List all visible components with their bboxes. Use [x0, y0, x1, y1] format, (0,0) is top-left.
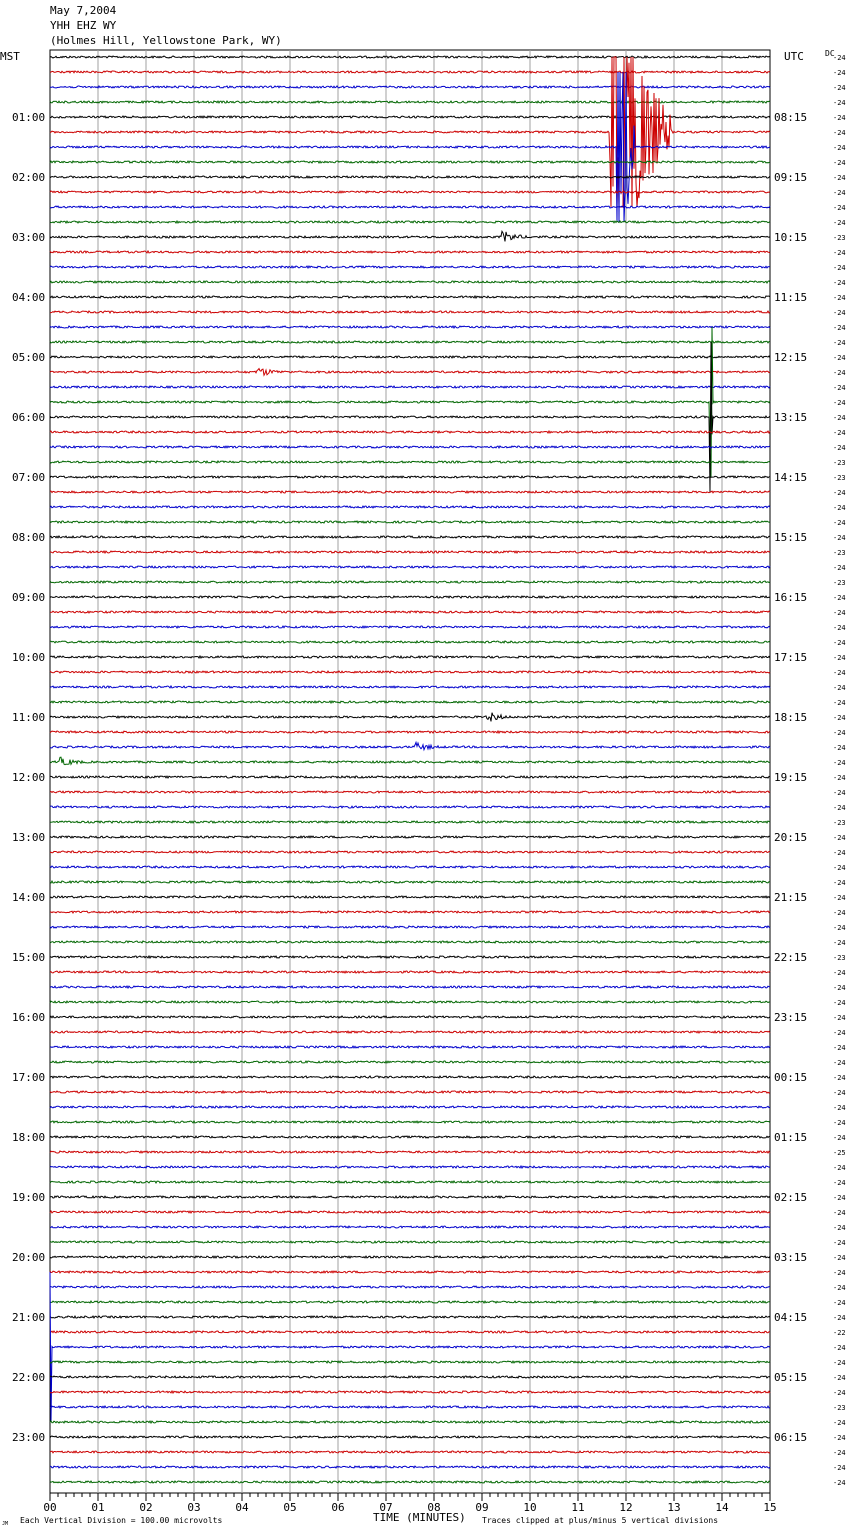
dc-offset-label: -24 — [833, 489, 846, 497]
trace-row — [50, 266, 770, 268]
dc-offset-label: -24 — [833, 219, 846, 227]
trace-row — [50, 176, 770, 178]
trace-row — [50, 221, 770, 223]
trace-row — [50, 161, 770, 163]
x-axis-title: TIME (MINUTES) — [373, 1511, 466, 1524]
trace-row — [50, 757, 770, 765]
x-tick-label: 06 — [331, 1501, 345, 1514]
dc-offset-label: -24 — [833, 624, 846, 632]
dc-offset-label: -24 — [833, 54, 846, 62]
trace-row — [50, 461, 770, 463]
dc-offset-label: -24 — [833, 1224, 846, 1232]
dc-offset-label: -24 — [833, 1284, 846, 1292]
mst-hour-label: 05:00 — [12, 351, 46, 364]
mst-hour-label: 14:00 — [12, 891, 46, 904]
trace-row — [50, 72, 770, 222]
trace-row — [50, 911, 770, 913]
trace-row — [50, 311, 770, 313]
trace-row — [50, 1001, 770, 1003]
dc-offset-label: -23 — [833, 819, 846, 827]
trace-row — [50, 1361, 770, 1363]
dc-offset-label: -24 — [833, 504, 846, 512]
dc-offset-label: -24 — [833, 1134, 846, 1142]
mst-axis-title: MST — [0, 50, 20, 63]
utc-hour-label: 12:15 — [774, 351, 808, 364]
x-tick-label: 13 — [667, 1501, 681, 1514]
trace-row — [50, 836, 770, 838]
dc-offset-label: -24 — [833, 594, 846, 602]
trace-row — [50, 1466, 770, 1468]
dc-offset-label: -24 — [833, 399, 846, 407]
dc-offset-label: -24 — [833, 609, 846, 617]
x-tick-label: 01 — [91, 1501, 105, 1514]
dc-offset-label: -24 — [833, 174, 846, 182]
utc-hour-label: 09:15 — [774, 171, 808, 184]
trace-row — [50, 701, 770, 703]
dc-offset-label: -24 — [833, 324, 846, 332]
mst-hour-label: 04:00 — [12, 291, 46, 304]
trace-row — [50, 476, 770, 478]
trace-row — [50, 1331, 770, 1333]
mst-hour-label: 09:00 — [12, 591, 46, 604]
x-tick-label: 04 — [235, 1501, 249, 1514]
trace-row — [50, 369, 770, 376]
trace-row — [50, 327, 770, 477]
x-tick-label: 14 — [715, 1501, 729, 1514]
trace-row — [50, 956, 770, 958]
trace-row — [50, 1376, 770, 1378]
trace-row — [50, 791, 770, 793]
utc-hour-label: 17:15 — [774, 651, 808, 664]
dc-offset-label: -24 — [833, 369, 846, 377]
trace-row — [50, 1046, 770, 1048]
x-tick-label: 12 — [619, 1501, 633, 1514]
utc-hour-label: 00:15 — [774, 1071, 808, 1084]
trace-row — [50, 1016, 770, 1018]
dc-offset-label: -24 — [833, 1089, 846, 1097]
utc-hour-label: 15:15 — [774, 531, 808, 544]
trace-row — [50, 251, 770, 253]
utc-hour-label: 23:15 — [774, 1011, 808, 1024]
dc-offset-label: -24 — [833, 429, 846, 437]
trace-row — [50, 296, 770, 298]
trace-row — [50, 1436, 770, 1438]
dc-offset-label: -24 — [833, 1254, 846, 1262]
utc-hour-label: 11:15 — [774, 291, 808, 304]
dc-offset-label: -23 — [833, 954, 846, 962]
dc-offset-label: -24 — [833, 1434, 846, 1442]
utc-hour-label: 04:15 — [774, 1311, 808, 1324]
dc-offset-label: -24 — [833, 1104, 846, 1112]
plot-date: May 7,2004 — [50, 4, 117, 17]
trace-row — [50, 1091, 770, 1093]
dc-offset-label: -24 — [833, 1344, 846, 1352]
utc-hour-label: 03:15 — [774, 1251, 808, 1264]
trace-row — [50, 742, 770, 749]
dc-offset-label: -24 — [833, 1074, 846, 1082]
x-tick-label: 15 — [763, 1501, 777, 1514]
dc-offset-label: -24 — [833, 909, 846, 917]
trace-row — [50, 1406, 770, 1408]
trace-row — [50, 1226, 770, 1228]
trace-row — [50, 536, 770, 538]
dc-offset-label: -24 — [833, 1464, 846, 1472]
dc-offset-label: -24 — [833, 1179, 846, 1187]
trace-row — [50, 1256, 770, 1258]
trace-row — [50, 713, 770, 722]
trace-row — [50, 1076, 770, 1078]
mst-hour-label: 11:00 — [12, 711, 46, 724]
trace-row — [50, 1316, 770, 1318]
dc-offset-label: -24 — [833, 1389, 846, 1397]
trace-row — [50, 551, 770, 553]
dc-offset-label: -23 — [833, 549, 846, 557]
mst-hour-label: 06:00 — [12, 411, 46, 424]
trace-row — [50, 386, 770, 388]
utc-hour-label: 18:15 — [774, 711, 808, 724]
trace-row — [50, 1121, 770, 1123]
trace-row — [50, 1481, 770, 1483]
dc-offset-label: -23 — [833, 234, 846, 242]
mst-hour-label: 18:00 — [12, 1131, 46, 1144]
x-tick-label: 00 — [43, 1501, 57, 1514]
dc-offset-label: -24 — [833, 1269, 846, 1277]
trace-row — [50, 671, 770, 673]
trace-row — [50, 1421, 770, 1423]
dc-offset-label: -24 — [833, 339, 846, 347]
trace-row — [50, 641, 770, 643]
utc-axis-title: UTC — [784, 50, 804, 63]
dc-offset-label: -24 — [833, 354, 846, 362]
corner-mark: JM — [2, 1521, 9, 1527]
x-tick-label: 11 — [571, 1501, 585, 1514]
trace-row — [50, 431, 770, 433]
x-tick-label: 02 — [139, 1501, 153, 1514]
scale-note: Each Vertical Division = 100.00 microvolts — [20, 1516, 223, 1525]
dc-offset-label: -24 — [833, 1314, 846, 1322]
dc-offset-label: -24 — [833, 189, 846, 197]
trace-row — [50, 926, 770, 928]
trace-row — [50, 1136, 770, 1138]
dc-offset-label: -23 — [833, 459, 846, 467]
trace-row — [50, 806, 770, 808]
utc-hour-label: 16:15 — [774, 591, 808, 604]
dc-offset-label: -24 — [833, 984, 846, 992]
dc-offset-label: -24 — [833, 834, 846, 842]
trace-row — [50, 57, 770, 207]
trace-row — [50, 491, 770, 493]
dc-offset-label: -24 — [833, 1239, 846, 1247]
trace-row — [50, 686, 770, 688]
mst-hour-label: 08:00 — [12, 531, 46, 544]
dc-offset-label: -24 — [833, 1209, 846, 1217]
trace-row — [50, 581, 770, 583]
trace-row — [50, 1211, 770, 1213]
x-tick-label: 07 — [379, 1501, 393, 1514]
trace-row — [50, 326, 770, 328]
x-tick-label: 08 — [427, 1501, 441, 1514]
dc-offset-label: -24 — [833, 384, 846, 392]
dc-offset-label: -24 — [833, 1359, 846, 1367]
dc-offset-label: -24 — [833, 294, 846, 302]
trace-row — [50, 86, 770, 88]
trace-row — [50, 896, 770, 898]
dc-offset-label: -23 — [833, 474, 846, 482]
dc-offset-label: -24 — [833, 744, 846, 752]
trace-row — [50, 626, 770, 628]
dc-offset-label: -24 — [833, 114, 846, 122]
trace-row — [50, 566, 770, 568]
dc-offset-label: -24 — [833, 1419, 846, 1427]
trace-row — [50, 191, 770, 193]
trace-row — [50, 656, 770, 658]
dc-offset-label: -24 — [833, 1029, 846, 1037]
dc-offset-label: -24 — [833, 729, 846, 737]
trace-row — [50, 231, 770, 241]
trace-row — [50, 986, 770, 988]
trace-row — [50, 731, 770, 733]
mst-hour-label: 17:00 — [12, 1071, 46, 1084]
station-location: (Holmes Hill, Yellowstone Park, WY) — [50, 34, 282, 47]
station-code: YHH EHZ WY — [50, 19, 117, 32]
dc-offset-label: -24 — [833, 864, 846, 872]
dc-offset-label: -24 — [833, 939, 846, 947]
dc-offset-label: -24 — [833, 1014, 846, 1022]
mst-hour-label: 16:00 — [12, 1011, 46, 1024]
trace-row — [50, 941, 770, 943]
trace-row — [50, 1196, 770, 1198]
dc-offset-label: -24 — [833, 999, 846, 1007]
utc-hour-label: 22:15 — [774, 951, 808, 964]
trace-row — [50, 1286, 770, 1288]
dc-offset-label: -24 — [833, 924, 846, 932]
trace-row — [50, 866, 770, 868]
mst-hour-label: 23:00 — [12, 1431, 46, 1444]
trace-row — [50, 776, 770, 778]
dc-offset-label: -24 — [833, 279, 846, 287]
dc-offset-label: -24 — [833, 84, 846, 92]
trace-row — [50, 281, 770, 283]
utc-hour-label: 05:15 — [774, 1371, 808, 1384]
trace-row — [50, 446, 770, 448]
dc-offset-label: -24 — [833, 1479, 846, 1487]
dc-offset-label: -24 — [833, 1044, 846, 1052]
trace-row — [50, 1031, 770, 1033]
trace-row — [50, 1061, 770, 1063]
trace-row — [50, 1151, 770, 1153]
mst-hour-label: 07:00 — [12, 471, 46, 484]
dc-offset-label: -24 — [833, 159, 846, 167]
trace-row — [50, 1271, 770, 1273]
trace-row — [50, 506, 770, 508]
mst-hour-label: 02:00 — [12, 171, 46, 184]
trace-row — [50, 611, 770, 613]
dc-offset-label: -24 — [833, 804, 846, 812]
dc-offset-label: -24 — [833, 849, 846, 857]
mst-hour-label: 01:00 — [12, 111, 46, 124]
dc-offset-label: -24 — [833, 654, 846, 662]
dc-offset-label: -24 — [833, 129, 846, 137]
dc-offset-label: -24 — [833, 774, 846, 782]
utc-hour-label: 01:15 — [774, 1131, 808, 1144]
trace-row — [50, 851, 770, 853]
utc-hour-label: 13:15 — [774, 411, 808, 424]
dc-offset-label: -24 — [833, 789, 846, 797]
trace-row — [50, 1272, 770, 1422]
utc-hour-label: 20:15 — [774, 831, 808, 844]
dc-offset-label: -24 — [833, 414, 846, 422]
dc-offset-label: -24 — [833, 564, 846, 572]
dc-offset-label: -24 — [833, 1119, 846, 1127]
trace-row — [50, 596, 770, 598]
mst-hour-label: 19:00 — [12, 1191, 46, 1204]
mst-hour-label: 12:00 — [12, 771, 46, 784]
clip-note: Traces clipped at plus/minus 5 vertical divisions — [482, 1516, 719, 1525]
dc-offset-label: -24 — [833, 879, 846, 887]
dc-offset-label: -24 — [833, 684, 846, 692]
dc-offset-label: -24 — [833, 249, 846, 257]
dc-offset-label: -25 — [833, 1149, 846, 1157]
trace-row — [50, 1166, 770, 1168]
dc-offset-label: -24 — [833, 69, 846, 77]
dc-offset-label: -23 — [833, 1404, 846, 1412]
dc-offset-label: -24 — [833, 1194, 846, 1202]
dc-offset-label: -24 — [833, 969, 846, 977]
trace-row — [50, 56, 770, 58]
utc-hour-label: 08:15 — [774, 111, 808, 124]
utc-hour-label: 06:15 — [774, 1431, 808, 1444]
dc-offset-label: -23 — [833, 579, 846, 587]
dc-offset-label: -24 — [833, 1059, 846, 1067]
trace-row — [50, 881, 770, 883]
dc-offset-label: -24 — [833, 894, 846, 902]
dc-offset-label: -24 — [833, 759, 846, 767]
dc-offset-label: -24 — [833, 309, 846, 317]
utc-hour-label: 19:15 — [774, 771, 808, 784]
utc-hour-label: 21:15 — [774, 891, 808, 904]
x-tick-label: 03 — [187, 1501, 201, 1514]
trace-row — [50, 206, 770, 208]
dc-offset-label: -24 — [833, 1164, 846, 1172]
trace-row — [50, 71, 770, 73]
utc-hour-label: 14:15 — [774, 471, 808, 484]
trace-row — [50, 821, 770, 823]
mst-hour-label: 03:00 — [12, 231, 46, 244]
dc-offset-label: -24 — [833, 519, 846, 527]
dc-offset-label: -24 — [833, 444, 846, 452]
x-tick-label: 10 — [523, 1501, 537, 1514]
dc-offset-label: -24 — [833, 99, 846, 107]
dc-offset-label: -22 — [833, 1329, 846, 1337]
trace-row — [50, 521, 770, 523]
trace-row — [50, 356, 770, 358]
trace-row — [50, 1391, 770, 1393]
mst-hour-label: 15:00 — [12, 951, 46, 964]
trace-row — [50, 342, 770, 492]
dc-offset-label: -24 — [833, 699, 846, 707]
utc-hour-label: 10:15 — [774, 231, 808, 244]
trace-row — [50, 1181, 770, 1183]
dc-axis-title: DC — [825, 49, 835, 58]
dc-offset-label: -24 — [833, 1449, 846, 1457]
mst-hour-label: 22:00 — [12, 1371, 46, 1384]
trace-row — [50, 101, 770, 103]
trace-row — [50, 1241, 770, 1243]
mst-hour-label: 10:00 — [12, 651, 46, 664]
x-tick-label: 05 — [283, 1501, 297, 1514]
trace-row — [50, 1106, 770, 1108]
dc-offset-label: -24 — [833, 669, 846, 677]
dc-offset-label: -24 — [833, 1374, 846, 1382]
dc-offset-label: -24 — [833, 534, 846, 542]
mst-hour-label: 21:00 — [12, 1311, 46, 1324]
trace-row — [50, 1301, 770, 1303]
trace-row — [50, 341, 770, 343]
mst-hour-label: 20:00 — [12, 1251, 46, 1264]
trace-row — [50, 971, 770, 973]
dc-offset-label: -24 — [833, 639, 846, 647]
dc-offset-label: -24 — [833, 144, 846, 152]
dc-offset-label: -24 — [833, 714, 846, 722]
dc-offset-label: -24 — [833, 1299, 846, 1307]
x-tick-label: 09 — [475, 1501, 489, 1514]
utc-hour-label: 02:15 — [774, 1191, 808, 1204]
trace-row — [50, 1451, 770, 1453]
mst-hour-label: 13:00 — [12, 831, 46, 844]
dc-offset-label: -24 — [833, 264, 846, 272]
dc-offset-label: -24 — [833, 204, 846, 212]
